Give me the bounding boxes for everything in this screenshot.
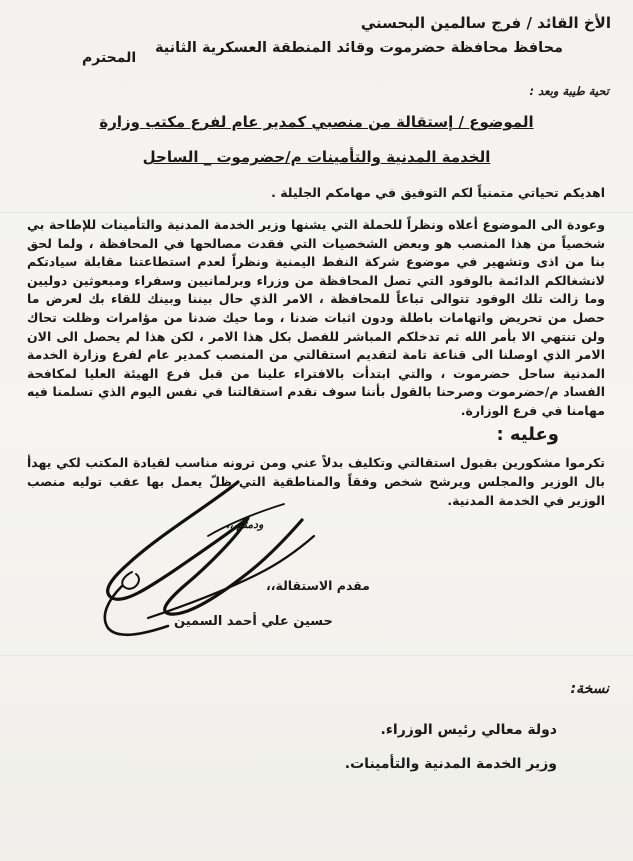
applicant-label: مقدم الاستقالة،، [266, 578, 370, 593]
subject-text: إستقالة من منصبي كمدير عام لفرع مكتب وزارة [99, 113, 454, 131]
applicant-name: حسين علي أحمد السمين [174, 614, 333, 629]
request-paragraph: تكرموا مشكورين بقبول استقالتي وتكليف بدلاً عني ومن ترونه مناسب لقيادة المكتب لكي يهدأ بال الوزير والمجلس ويرشح شخص وفقاً والمناطقية التي ظلّ يعمل بها عقب توليه منصب الوزير في الخدمة المدنية. [27, 455, 605, 508]
subject-line-2: الخدمة المدنية والتأمينات م/حضرموت _ الساحل [142, 148, 491, 166]
copies-label: نسخة: [570, 681, 609, 697]
greeting: تحية طيبة وبعد : [529, 84, 609, 98]
subject-line [0, 113, 633, 131]
paper-crease [0, 212, 633, 213]
paper-crease [0, 655, 633, 656]
copy-recipient-2: وزير الخدمة المدنية والتأمينات. [344, 756, 557, 772]
intro-paragraph: اهديكم تحياتي متمنياً لكم التوفيق في مهامكم الجليلة . [271, 185, 605, 200]
copy-recipient-1: دولة معالي رئيس الوزراء. [380, 722, 557, 738]
respect-word: المحترم [82, 50, 137, 66]
therefore-heading: وعليه : [496, 424, 559, 445]
closing-regards: ودمتم،،، [226, 518, 264, 531]
addressee-title: محافظ محافظة حضرموت وقائد المنطقة العسكرية الثانية [154, 40, 563, 56]
main-paragraph: وعودة الى الموضوع أعلاه ونظراً للحملة التي يشنها وزير الخدمة المدنية والتأمينات للإطاحة بي شخصياً من هذا المنصب هو وبعض الشخصيات التي فقدت مصالحها في المحافظة ، ولما لحق بنا من اذى وتشهير في موضوع شركة النفط اليمنية ونظراً لعدم استطاعتنا مقابلة سيادتكم لانشغالكم الدائمة بالوفود التي تصل المحافظة من وزراء وبرلمانيين وسفراء ومبعوثين دوليين وما زالت تلك الوفود تتوالى تباعاً للمحافظة ، الامر الذي حال بيننا وبينك للقاء بك لعرض ما حصل من تحريض واتهامات باطلة ودون اثبات ضدنا ، وما حيك ضدنا من مؤامرات وظلت تحاك ولن تنتهي الا بأمر الله ثم تدخلكم المباشر للفصل بكل هذا الامر ، لكن هذا لم يحصل الى الان الامر الذي اوصلنا الى قناعة تامة لتقديم استقالتي من المنصب كمدير عام لفرع وزارة الخدمة المدنية ساحل حضرموت ، والتي ابتدأت بالافتراء علينا من قبل فرع الهيئة العليا لمكافحة الفساد م/حضرموت وصرحنا بالقول بأننا سوف نقدم استقالتنا في نفس اليوم الذي تسلمنا فيه مهامنا في فرع الوزارة. [27, 217, 605, 418]
subject-label: الموضوع / [453, 113, 534, 131]
addressee-name: الأخ القائد / فرج سالمين البحسني [360, 14, 611, 32]
